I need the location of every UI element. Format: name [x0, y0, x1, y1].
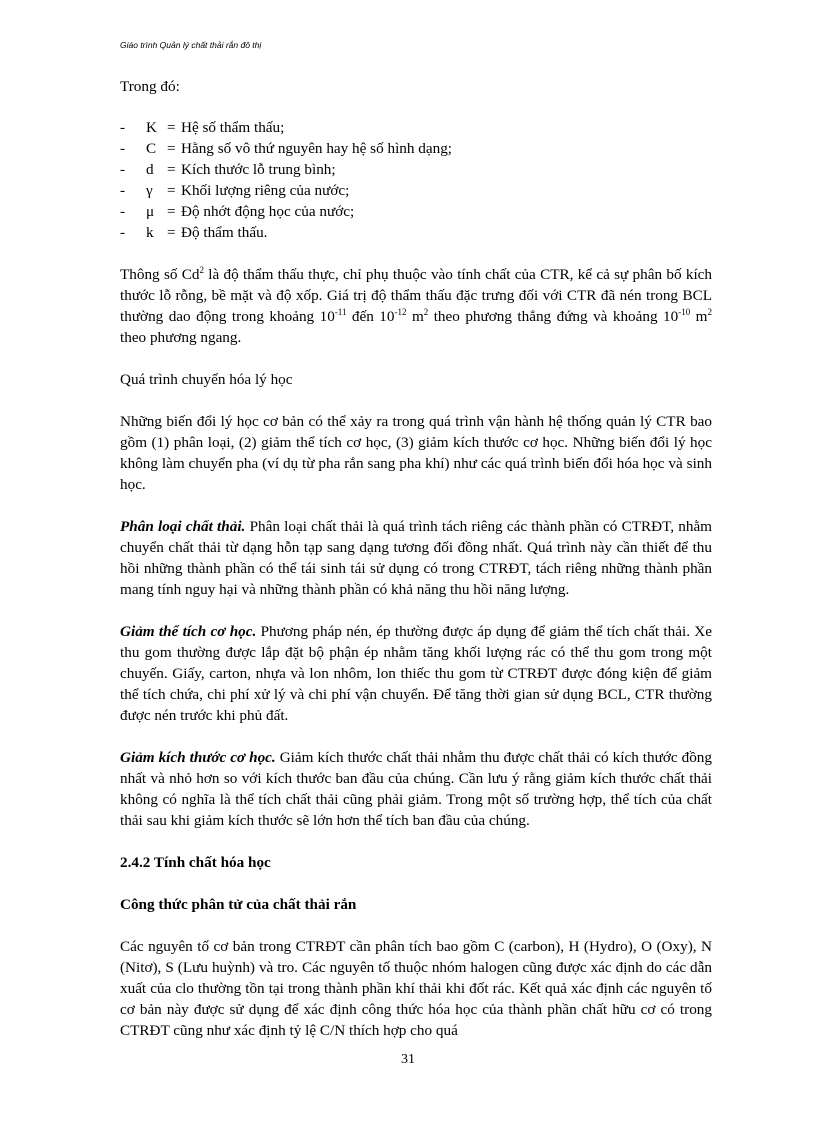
size-paragraph — [120, 747, 712, 831]
definition-item — [120, 159, 712, 180]
intro-text: Trong đó: — [120, 78, 180, 95]
symbol: μ — [146, 203, 155, 220]
definition-text: Hằng số vô thứ nguyên hay hệ số hình dạng; — [181, 140, 453, 157]
definition-item — [120, 201, 712, 222]
sorting-paragraph — [120, 516, 712, 600]
equals-sign: = — [167, 224, 176, 241]
equals-sign: = — [167, 140, 176, 157]
equals-sign: = — [167, 182, 176, 199]
list-dash: - — [120, 140, 126, 157]
definition-text: Độ thẩm thấu. — [181, 224, 268, 241]
size-text: Giảm kích thước chất thải nhằm thu được chất thải có kích thước đồng nhất và nhỏ hơn so với kích thước ban đầu của chúng. Cần lưu ý rằng giảm kích thước chất thải không có nghĩa là thể tích chất thải cũng phải giảm. Trong một số trường hợp, thể tích của chất thải sau khi giảm kích thước sẽ lớn hơn thể tích ban đầu của chúng. — [120, 749, 712, 829]
physical-intro-paragraph: Những biến đổi lý học cơ bản có thể xảy ra trong quá trình vận hành hệ thống quản lý CTR bao gồm (1) phân loại, (2) giảm thể tích cơ học, (3) giảm kích thước cơ học. Những biến đổi lý học không làm chuyển pha (ví dụ từ pha rắn sang pha khí) như các quá trình biến đổi hóa học và sinh học. — [120, 413, 712, 493]
permeability-paragraph: Thông số Cd$^2$ là độ thẩm thấu thực, chỉ phụ thuộc vào tính chất của CTR, kể cả sự phân bố kích thước lỗ rỗng, bề mặt và độ xốp. Giá trị độ thẩm thấu đặc trưng đối với CTR đã nén trong BCL thường dao động trong khoảng $10^{-11}$ đến $10^{-12}$ $m^2$ theo phương thẳng đứng và khoảng $10^{-10}$ $m^2$ theo phương ngang. — [120, 265, 712, 346]
definition-text: Hệ số thẩm thấu; — [181, 119, 285, 136]
equals-sign: = — [167, 161, 176, 178]
definition-text: Khối lượng riêng của nước; — [181, 182, 350, 199]
symbol: C — [146, 140, 157, 157]
subsection-heading: Công thức phân tử của chất thải rắn — [120, 896, 357, 913]
symbol: K — [146, 119, 157, 136]
list-dash: - — [120, 203, 126, 220]
running-header: Giáo trình Quản lý chất thải rắn đô thị — [120, 40, 262, 50]
page-number: 31 — [401, 1052, 415, 1067]
definition-text: Kích thước lỗ trung bình; — [181, 161, 336, 178]
list-dash: - — [120, 161, 126, 178]
chemical-paragraph: Các nguyên tố cơ bản trong CTRĐT cần phân tích bao gồm C (carbon), H (Hydro), O (Oxy), N (Nitơ), S (Lưu huỳnh) và tro. Các nguyên tố thuộc nhóm halogen cũng được xác định do các dẫn xuất của clo thường tồn tại trong thành phần khí thải khi đốt rác. Kết quả xác định các nguyên tố cơ bản này được sử dụng để xác định công thức hóa học của thành phần chất hữu cơ có trong CTRĐT cũng như xác định tỷ lệ C/N thích hợp cho quá — [120, 938, 712, 1039]
volume-text: Phương pháp nén, ép thường được áp dụng để giảm thể tích chất thải. Xe thu gom thường được lắp đặt bộ phận ép nhằm tăng khối lượng rác có thể thu gom trong một chuyến. Giấy, carton, nhựa và lon nhôm, lon thiếc thu gom từ CTRĐT được đóng kiện để giảm thể tích chứa, chi phí xử lý và chi phí vận chuyển. Để tăng thời gian sử dụng BCL, CTR thường được nén trước khi phủ đất. — [120, 623, 712, 724]
size-lead: Giảm kích thước cơ học. — [120, 749, 276, 766]
equals-sign: = — [167, 203, 176, 220]
sorting-lead: Phân loại chất thải. — [120, 518, 246, 535]
section-heading: 2.4.2 Tính chất hóa học — [120, 854, 271, 871]
symbol: d — [146, 161, 154, 178]
list-dash: - — [120, 224, 126, 241]
symbol: k — [146, 224, 154, 241]
list-dash: - — [120, 119, 126, 136]
volume-paragraph — [120, 621, 712, 726]
definition-text: Độ nhớt động học của nước; — [181, 203, 355, 220]
volume-lead: Giảm thể tích cơ học. — [120, 623, 257, 640]
definition-item — [120, 138, 712, 159]
physical-heading: Quá trình chuyển hóa lý học — [120, 371, 293, 388]
page-body — [120, 68, 712, 1041]
definition-item — [120, 222, 712, 243]
list-dash: - — [120, 182, 126, 199]
definition-item — [120, 180, 712, 201]
symbol: γ — [146, 182, 153, 199]
definition-list — [120, 117, 712, 243]
definition-item — [120, 117, 712, 138]
equals-sign: = — [167, 119, 176, 136]
sorting-text: Phân loại chất thải là quá trình tách riêng các thành phần có CTRĐT, nhằm chuyển chất thải từ dạng hỗn tạp sang dạng tương đối đồng nhất. Quá trình này cần thiết để thu hồi những thành phần có thể tái sinh tái sử dụng có trong CTRĐT, tách riêng những thành phần mang tính nguy hại và những thành phần có khả năng thu hồi năng lượng. — [120, 518, 712, 598]
